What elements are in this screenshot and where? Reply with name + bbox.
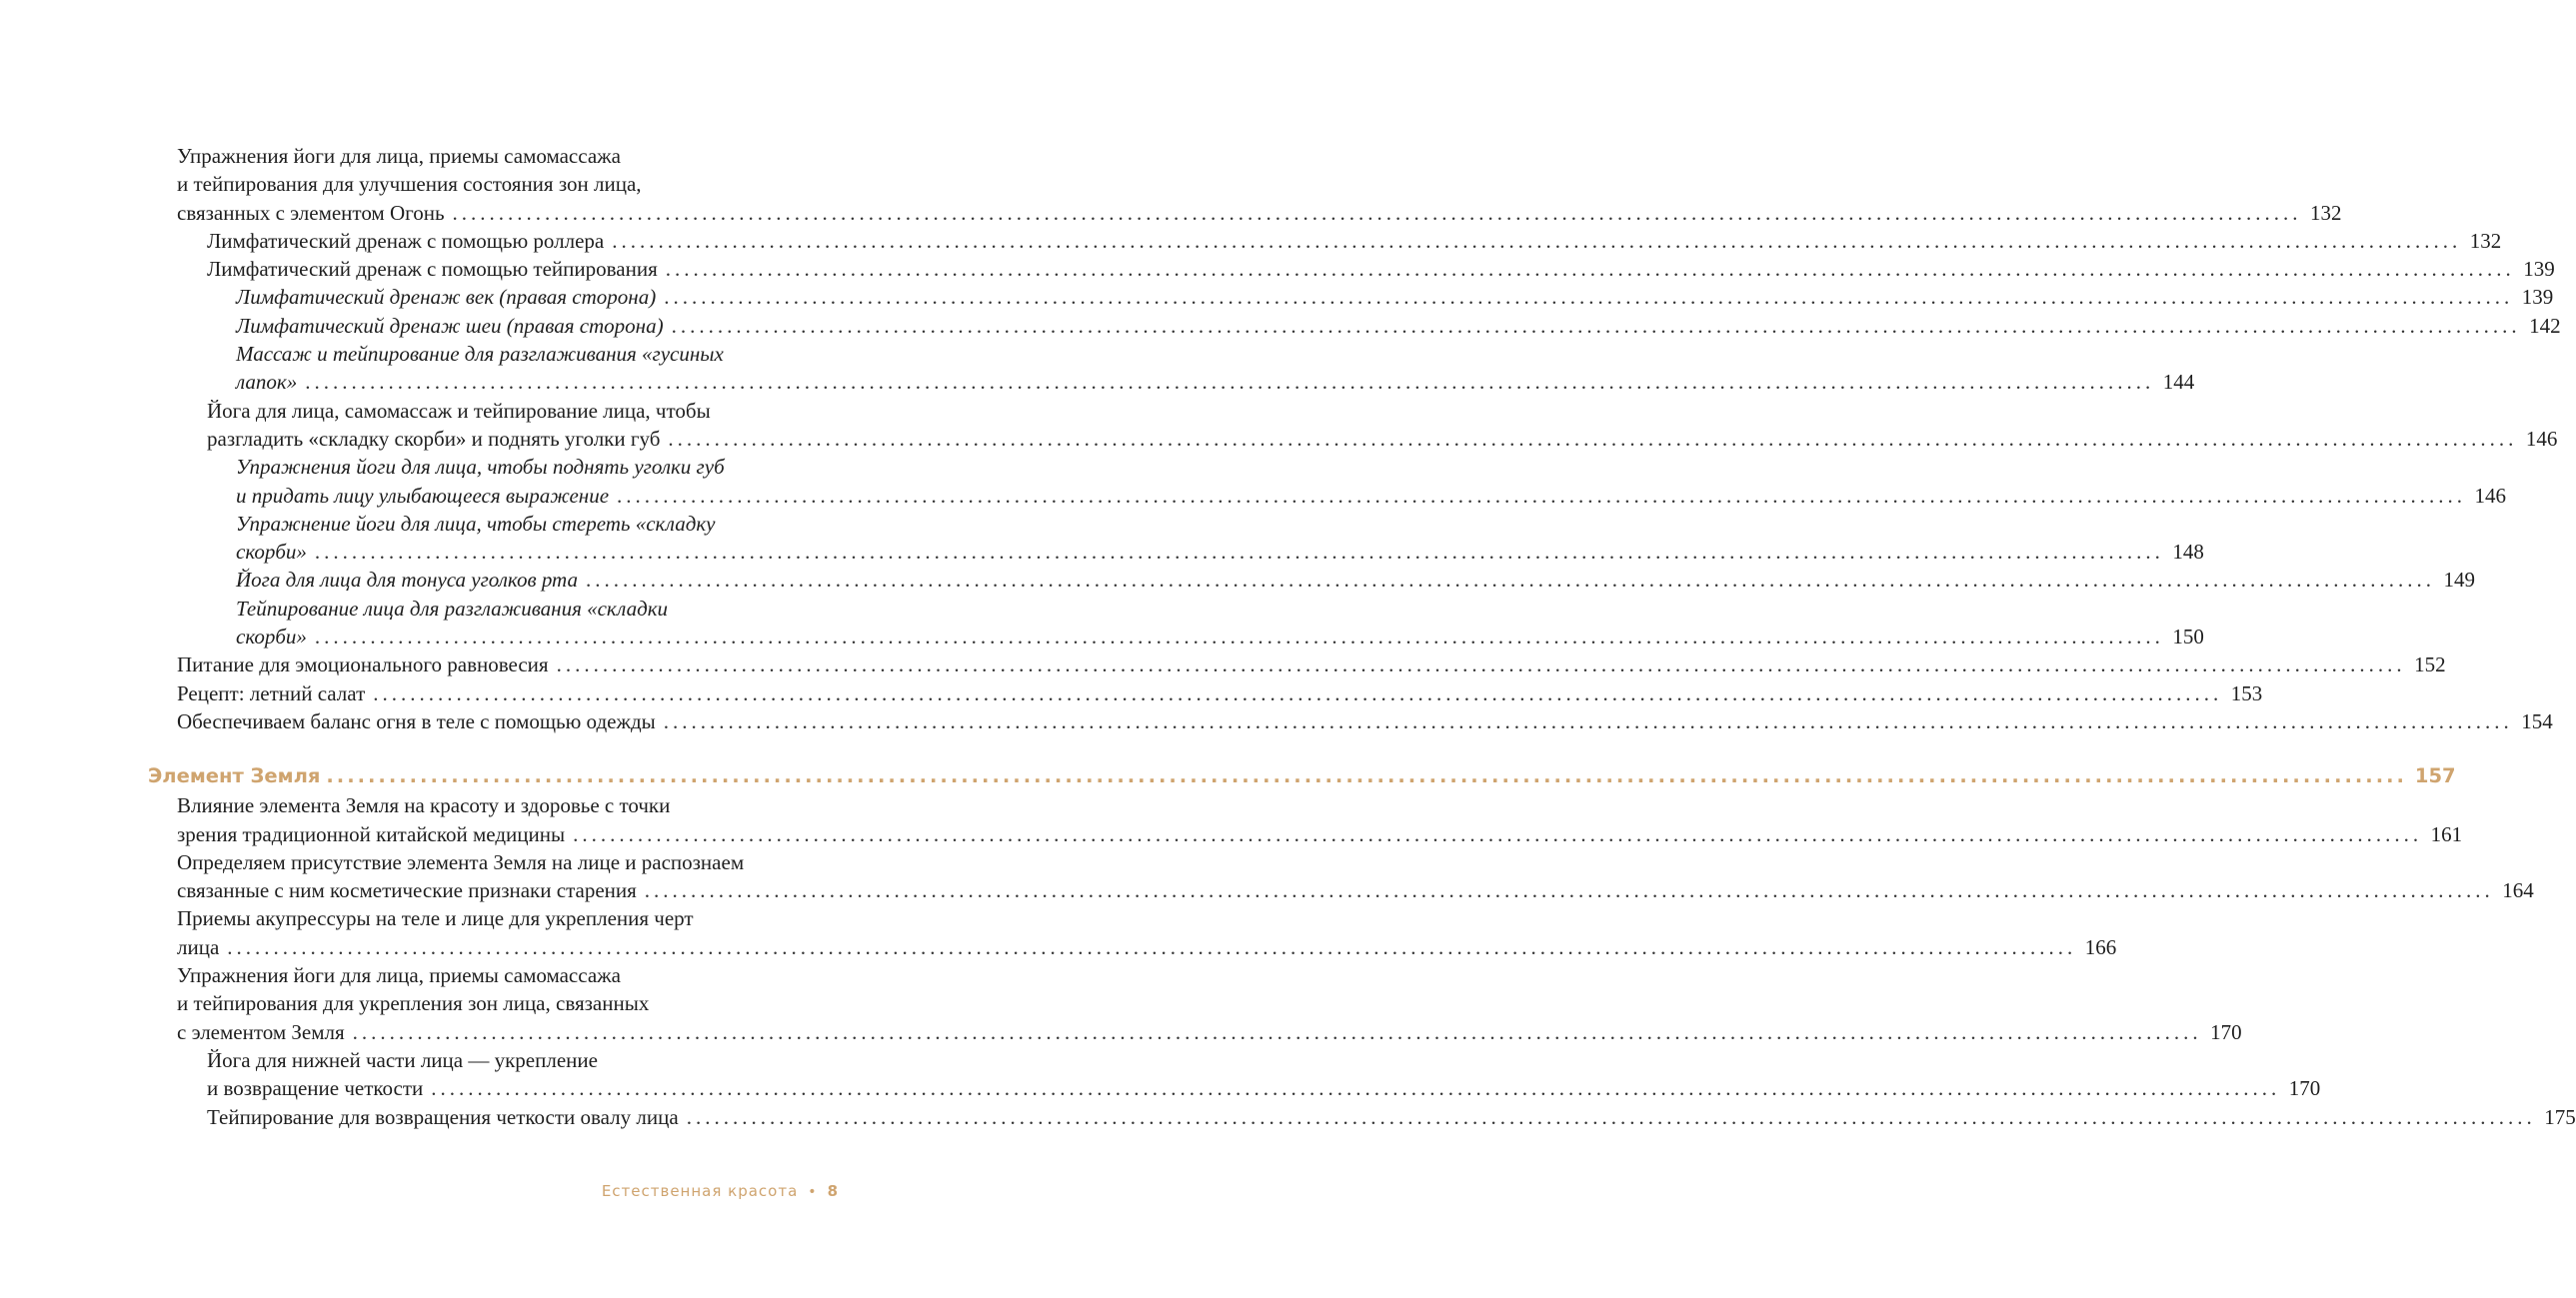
leader-dots: ........................................................................................................................................................................................................ (612, 228, 2462, 253)
page-number: 161 (2430, 821, 2463, 846)
toc-entry[interactable] (236, 312, 2561, 340)
leader-dots: ........................................................................................................................................................................................................ (556, 652, 2406, 677)
leader-dots: ........................................................................................................................................................................................................ (664, 285, 2514, 310)
toc-entry[interactable] (177, 142, 2342, 227)
page-number: 146 (2525, 426, 2558, 451)
leader-dots: ........................................................................................................................................................................................................ (617, 483, 2467, 508)
toc-entry[interactable] (177, 961, 2242, 1046)
section-title: Элемент Земля (148, 764, 321, 788)
toc-entry-text: и придать лицу улыбающееся выражение (236, 483, 610, 508)
page-number: 166 (2084, 934, 2117, 959)
toc-entry-text: с элементом Земля (177, 1019, 345, 1044)
leader-dots: ........................................................................................................................................................................................................ (452, 200, 2302, 225)
toc-entry-text: Упражнения йоги для лица, приемы самомассажа (177, 963, 621, 988)
toc-entry[interactable] (236, 595, 2204, 651)
toc-entry-text: и возвращение четкости (207, 1076, 424, 1101)
toc-entry-text: лица (177, 934, 220, 959)
toc-entry[interactable] (236, 566, 2475, 594)
toc-entry-text: Лимфатический дренаж век (правая сторона) (236, 285, 657, 310)
toc-entry-text: Йога для лица, самомассаж и тейпирование лица, чтобы (207, 398, 711, 423)
toc-entry[interactable] (177, 707, 2553, 735)
toc-entry-text: Лимфатический дренаж шеи (правая сторона) (236, 313, 664, 338)
toc-entry-text: Приемы акупрессуры на теле и лице для укрепления черт (177, 906, 694, 931)
toc-entry-text: Упражнения йоги для лица, чтобы поднять уголки губ (236, 455, 725, 480)
toc-entry-text: разгладить «складку скорби» и поднять уголки губ (207, 426, 661, 451)
leader-dots: ........................................................................................................................................................................................................ (663, 708, 2513, 733)
toc-entry-text: лапок» (236, 370, 298, 395)
page-number: 139 (2523, 257, 2555, 282)
toc-entry-text: Массаж и тейпирование для разглаживания «гусиных (236, 342, 724, 367)
toc-entry[interactable] (236, 453, 2507, 510)
leader-dots: ........................................................................................................................................................................................................ (686, 1104, 2536, 1129)
page-number: 132 (2310, 200, 2342, 225)
page-number: 132 (2469, 228, 2502, 253)
toc-entry-text: скорби» (236, 625, 307, 649)
toc-entry-text: Тейпирование для возвращения четкости овалу лица (207, 1104, 679, 1129)
toc-entry[interactable] (177, 904, 2117, 961)
toc-entry-text: скорби» (236, 540, 307, 565)
toc-entry[interactable] (177, 848, 2534, 905)
page-number: 148 (2172, 540, 2204, 565)
page-number: 170 (2210, 1019, 2242, 1044)
page-number: 175 (2544, 1104, 2576, 1129)
section-heading[interactable] (148, 761, 2456, 791)
page-number: 144 (2162, 370, 2195, 395)
leader-dots: ........................................................................................................................................................................................................ (227, 934, 2077, 959)
toc-entry-text: Влияние элемента Земля на красоту и здоровье с точки (177, 793, 671, 818)
toc-entry-text: связанные с ним косметические признаки старения (177, 878, 637, 903)
page-number: 139 (2521, 285, 2554, 310)
leader-dots: ........................................................................................................................................................................................................ (314, 625, 2164, 649)
toc-entry[interactable] (207, 255, 2555, 283)
toc-entry[interactable] (236, 510, 2204, 567)
toc-entry[interactable] (236, 283, 2554, 311)
toc-entry-text: Определяем присутствие элемента Земля на лице и распознаем (177, 849, 745, 874)
toc-entry-text: Питание для эмоционального равновесия (177, 652, 549, 677)
toc-entry-text: Лимфатический дренаж с помощью роллера (207, 228, 605, 253)
toc-entry[interactable] (236, 340, 2195, 397)
page-number: 154 (2521, 708, 2553, 733)
page-number: 142 (2529, 313, 2561, 338)
leader-dots: ........................................................................................................................................................................................................ (352, 1019, 2202, 1044)
page-number: 146 (2474, 483, 2507, 508)
toc-entry-text: связанных с элементом Огонь (177, 200, 445, 225)
toc-entry-text: Йога для лица для тонуса уголков рта (236, 568, 578, 593)
page-number: 170 (2288, 1076, 2321, 1101)
toc-entry-text: Йога для нижней части лица — укрепление (207, 1047, 598, 1072)
toc-entry-text: Рецепт: летний салат (177, 680, 366, 705)
leader-dots: ........................................................................................................................................................................................................ (431, 1076, 2281, 1101)
toc-entry-text: Обеспечиваем баланс огня в теле с помощью одежды (177, 708, 656, 733)
toc-entry[interactable] (177, 791, 2463, 848)
bullet-separator: • (808, 1184, 818, 1200)
page-footer (602, 1182, 839, 1200)
toc-entry-text: и тейпирования для укрепления зон лица, связанных (177, 991, 650, 1016)
page-number: 152 (2414, 652, 2446, 677)
leader-dots: ........................................................................................................................................................................................................ (668, 426, 2518, 451)
leader-dots: ........................................................................................................................................................................................................ (573, 821, 2423, 846)
toc-entry[interactable] (177, 679, 2263, 707)
section-page-number: 157 (2414, 764, 2456, 788)
running-title: Естественная красота (601, 1182, 799, 1200)
toc-entry-text: Упражнения йоги для лица, приемы самомассажа (177, 144, 621, 168)
toc-entry[interactable] (207, 397, 2558, 454)
leader-dots: ........................................................................................................................................................................................................ (644, 878, 2494, 903)
toc-entry-text: зрения традиционной китайской медицины (177, 821, 566, 846)
leader-dots: ........................................................................................................................................................................................................ (585, 568, 2435, 593)
toc-entry-text: Упражнение йоги для лица, чтобы стереть «складку (236, 511, 716, 536)
leader-dots: ........................................................................................................................................................................................................ (326, 764, 2407, 788)
toc-entry[interactable] (207, 1103, 2576, 1131)
page-number: 150 (2172, 625, 2204, 649)
leader-dots: ........................................................................................................................................................................................................ (373, 680, 2223, 705)
toc-entry[interactable] (207, 227, 2502, 255)
leader-dots: ........................................................................................................................................................................................................ (671, 313, 2521, 338)
leader-dots: ........................................................................................................................................................................................................ (305, 370, 2155, 395)
toc-entry[interactable] (207, 1046, 2321, 1103)
folio-page-number: 8 (827, 1182, 839, 1200)
toc-entry-text: Лимфатический дренаж с помощью тейпирования (207, 257, 658, 282)
leader-dots: ........................................................................................................................................................................................................ (314, 540, 2164, 565)
toc-entry-text: и тейпирования для улучшения состояния зон лица, (177, 172, 642, 197)
page-number: 153 (2230, 680, 2263, 705)
table-of-contents (0, 142, 2576, 1131)
toc-entry-text: Тейпирование лица для разглаживания «складки (236, 596, 669, 621)
toc-entry[interactable] (177, 650, 2446, 678)
page-number: 149 (2443, 568, 2475, 593)
page-number: 164 (2502, 878, 2534, 903)
leader-dots: ........................................................................................................................................................................................................ (665, 257, 2515, 282)
